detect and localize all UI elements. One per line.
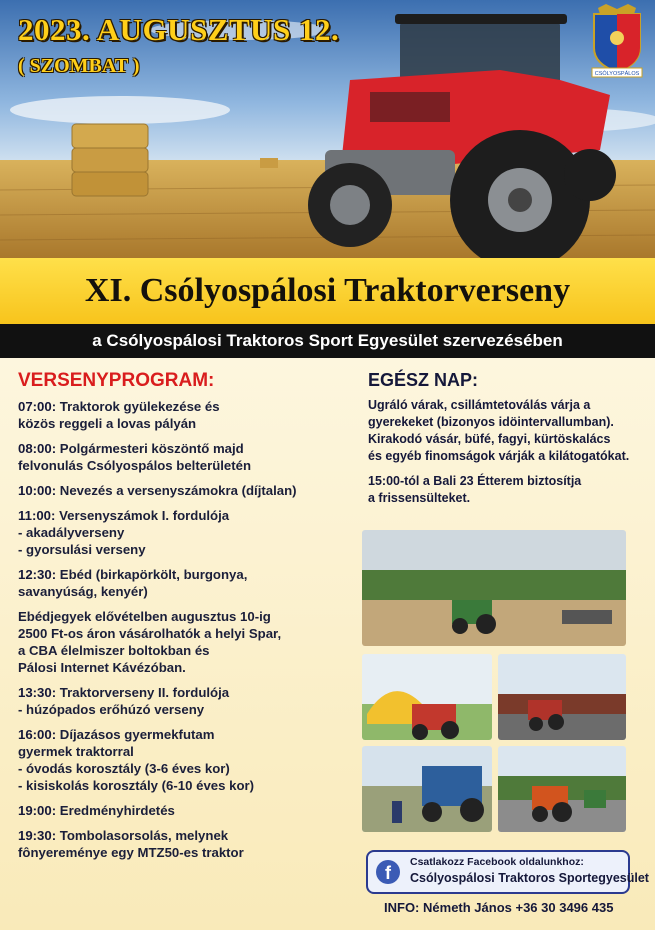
- facebook-box[interactable]: [366, 850, 649, 894]
- program-line: [18, 440, 348, 457]
- contact-label: INFO:: [384, 900, 420, 915]
- event-date: 2023. AUGUSZTUS 12.: [18, 12, 340, 47]
- program-line: [18, 583, 348, 600]
- program-time: 13:30:: [18, 685, 57, 700]
- program-text: - akadályverseny: [18, 525, 125, 540]
- allday-line: és egyéb finomságok várják a kilátogatókat.: [368, 449, 630, 463]
- allday-column: [368, 370, 648, 507]
- program-text: 2500 Ft-os áron vásárolhatók a helyi Spar,: [18, 626, 282, 641]
- program-text: - gyorsulási verseny: [18, 542, 146, 557]
- program-text: közös reggeli a lovas pályán: [18, 416, 197, 431]
- food-line: a frissensülteket.: [368, 491, 471, 505]
- photo-race-field: [362, 530, 626, 646]
- program-line: [18, 482, 348, 499]
- program-line: [18, 844, 348, 861]
- photo-child-race: [362, 746, 492, 832]
- program-item: [18, 440, 348, 474]
- program-text: Ebédjegyek elővételben augusztus 10-ig: [18, 609, 271, 624]
- program-text: felvonulás Csólyospálos belterületén: [18, 458, 252, 473]
- program-line: [18, 760, 348, 777]
- program-line: [18, 524, 348, 541]
- allday-text: [368, 397, 648, 465]
- program-line: [18, 608, 348, 625]
- program-text: Nevezés a versenyszámokra (díjtalan): [59, 483, 297, 498]
- program-line: [18, 566, 348, 583]
- program-time: 07:00:: [18, 399, 57, 414]
- program-time: 16:00:: [18, 727, 57, 742]
- program-time: 10:00:: [18, 483, 57, 498]
- program-text: Ebéd (birkapörkölt, burgonya,: [59, 567, 248, 582]
- allday-line: Kirakodó vásár, büfé, fagyi, kürtöskalács: [368, 432, 611, 446]
- content-area: [0, 358, 655, 930]
- program-line: [18, 743, 348, 760]
- facebook-invite: Csatlakozz Facebook oldalunkhoz:: [410, 856, 584, 868]
- food-line: 15:00-tól a Bali 23 Étterem biztosítja: [368, 474, 582, 488]
- program-line: [18, 457, 348, 474]
- photo-bouncy-castle: [362, 654, 492, 740]
- title-band: [0, 258, 655, 324]
- program-item: [18, 684, 348, 718]
- allday-line: gyerekeket (bizonyos idöintervallumban).: [368, 415, 614, 429]
- program-item: [18, 482, 348, 499]
- program-text: Traktorverseny II. fordulója: [59, 685, 230, 700]
- allday-heading: EGÉSZ NAP:: [368, 370, 479, 390]
- program-item: [18, 566, 348, 600]
- program-time: 11:00:: [18, 508, 56, 523]
- facebook-icon: f: [376, 860, 400, 884]
- program-time: 19:30:: [18, 828, 57, 843]
- program-text: - óvodás korosztály (3-6 éves kor): [18, 761, 230, 776]
- program-list: [18, 398, 348, 861]
- program-text: savanyúság, kenyér): [18, 584, 148, 599]
- program-text: Tombolasorsolás, melynek: [59, 828, 229, 843]
- program-line: [18, 625, 348, 642]
- program-line: [18, 701, 348, 718]
- program-item: [18, 726, 348, 794]
- program-item: [18, 827, 348, 861]
- program-item: [18, 398, 348, 432]
- event-day: ( SZOMBAT ): [18, 55, 140, 77]
- event-title: XI. Csólyospálosi Traktorverseny: [84, 272, 571, 309]
- program-time: 19:00:: [18, 803, 57, 818]
- program-time: 08:00:: [18, 441, 57, 456]
- program-item: [18, 507, 348, 558]
- contact-info: [384, 900, 613, 915]
- photo-tractor-line: [498, 746, 626, 832]
- village-crest-icon: [586, 4, 648, 78]
- contact-text: Németh János +36 30 3496 435: [423, 900, 614, 915]
- program-item: [18, 608, 348, 676]
- program-column: [18, 370, 348, 869]
- program-text: - húzópados erőhúzó verseny: [18, 702, 205, 717]
- program-text: Díjazásos gyermekfutam: [59, 727, 215, 742]
- food-text: [368, 473, 648, 507]
- photo-street-parade: [498, 654, 626, 740]
- event-subtitle: a Csólyospálosi Traktoros Sport Egyesület szervezésében: [92, 331, 563, 350]
- program-line: [18, 659, 348, 676]
- program-line: [18, 398, 348, 415]
- program-text: Eredményhirdetés: [59, 803, 175, 818]
- program-item: [18, 802, 348, 819]
- program-text: fônyereménye egy MTZ50-es traktor: [18, 845, 244, 860]
- program-line: [18, 415, 348, 432]
- crest-label: CSÓLYOSPÁLOS: [594, 71, 640, 77]
- program-line: [18, 541, 348, 558]
- allday-line: Ugráló várak, csillámtetoválás várja a: [368, 398, 591, 412]
- program-line: [18, 777, 348, 794]
- program-text: Traktorok gyülekezése és: [59, 399, 220, 414]
- program-line: [18, 507, 348, 524]
- program-text: - kisiskolás korosztály (6-10 éves kor): [18, 778, 255, 793]
- facebook-page-name[interactable]: Csólyospálosi Traktoros Sportegyesület: [410, 871, 649, 885]
- program-time: 12:30:: [18, 567, 57, 582]
- program-heading: VERSENYPROGRAM:: [18, 370, 215, 391]
- program-text: Versenyszámok I. fordulója: [59, 508, 230, 523]
- hero-banner: [0, 0, 655, 258]
- program-text: Pálosi Internet Kávézóban.: [18, 660, 186, 675]
- subtitle-band: [0, 324, 655, 358]
- program-line: [18, 684, 348, 701]
- program-text: gyermek traktorral: [18, 744, 134, 759]
- program-line: [18, 827, 348, 844]
- program-line: [18, 726, 348, 743]
- program-line: [18, 642, 348, 659]
- program-text: Polgármesteri köszöntő majd: [59, 441, 244, 456]
- program-line: [18, 802, 348, 819]
- program-text: a CBA élelmiszer boltokban és: [18, 643, 210, 658]
